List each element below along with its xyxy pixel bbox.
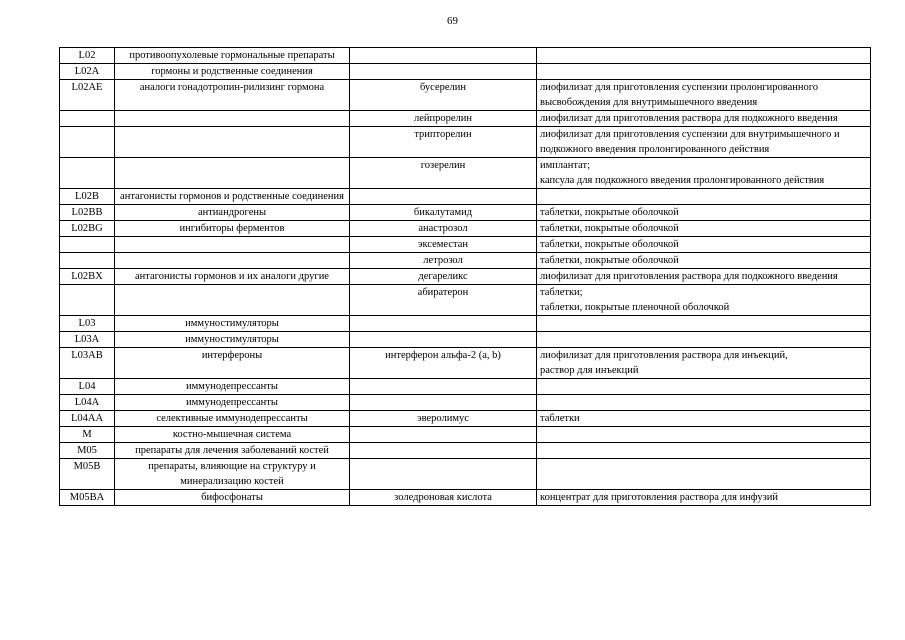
dosage-form-cell (537, 64, 871, 80)
dosage-form-cell: таблетки, покрытые оболочкой (537, 253, 871, 269)
atc-code-cell (60, 111, 115, 127)
drug-name-cell (350, 395, 537, 411)
atc-group-cell: бифосфонаты (115, 490, 350, 506)
atc-group-cell: антагонисты гормонов и родственные соединения (115, 189, 350, 205)
atc-code-cell: L04 (60, 379, 115, 395)
table-row (60, 443, 871, 459)
table-row (60, 189, 871, 205)
drug-name-cell: эверолимус (350, 411, 537, 427)
table-row (60, 111, 871, 127)
atc-code-cell: L03AB (60, 348, 115, 379)
atc-group-cell (115, 237, 350, 253)
drug-name-cell (350, 459, 537, 490)
atc-group-cell (115, 127, 350, 158)
drug-name-cell (350, 64, 537, 80)
atc-group-cell: аналоги гонадотропин-рилизинг гормона (115, 80, 350, 111)
drug-name-cell: трипторелин (350, 127, 537, 158)
drug-name-cell: дегареликс (350, 269, 537, 285)
table-row (60, 64, 871, 80)
dosage-form-cell (537, 332, 871, 348)
atc-code-cell: L04AA (60, 411, 115, 427)
table-row (60, 205, 871, 221)
atc-group-cell (115, 253, 350, 269)
atc-group-cell: костно-мышечная система (115, 427, 350, 443)
atc-code-cell (60, 253, 115, 269)
table-row (60, 269, 871, 285)
drug-name-cell: бусерелин (350, 80, 537, 111)
table-row (60, 459, 871, 490)
dosage-form-cell (537, 459, 871, 490)
dosage-form-cell: имплантат; капсула для подкожного введения пролонгированного действия (537, 158, 871, 189)
atc-code-cell: L02BX (60, 269, 115, 285)
dosage-form-cell (537, 48, 871, 64)
drug-name-cell (350, 379, 537, 395)
table-row (60, 80, 871, 111)
table-body (60, 48, 871, 506)
dosage-form-cell: лиофилизат для приготовления суспензии для внутримышечного и подкожного введения пролонгированного действия (537, 127, 871, 158)
drug-name-cell: интерферон альфа-2 (a, b) (350, 348, 537, 379)
dosage-form-cell (537, 395, 871, 411)
atc-group-cell: гормоны и родственные соединения (115, 64, 350, 80)
atc-group-cell: иммунодепрессанты (115, 379, 350, 395)
drug-name-cell: бикалутамид (350, 205, 537, 221)
page-number: 69 (447, 15, 458, 27)
atc-group-cell: иммуностимуляторы (115, 316, 350, 332)
dosage-form-cell (537, 379, 871, 395)
dosage-form-cell: таблетки, покрытые оболочкой (537, 221, 871, 237)
table-row (60, 348, 871, 379)
atc-group-cell: антиандрогены (115, 205, 350, 221)
table-row (60, 395, 871, 411)
dosage-form-cell (537, 316, 871, 332)
table-row (60, 253, 871, 269)
dosage-form-cell: лиофилизат для приготовления раствора для подкожного введения (537, 111, 871, 127)
table-row (60, 48, 871, 64)
drug-name-cell (350, 316, 537, 332)
atc-code-cell (60, 285, 115, 316)
table-row (60, 237, 871, 253)
dosage-form-cell (537, 427, 871, 443)
table-row (60, 127, 871, 158)
atc-code-cell: M05 (60, 443, 115, 459)
drug-name-cell (350, 427, 537, 443)
atc-group-cell (115, 285, 350, 316)
table-row (60, 285, 871, 316)
atc-code-cell: L02A (60, 64, 115, 80)
atc-code-cell: L03 (60, 316, 115, 332)
atc-group-cell: интерфероны (115, 348, 350, 379)
dosage-form-cell (537, 189, 871, 205)
atc-code-cell: L02AE (60, 80, 115, 111)
atc-code-cell: L04A (60, 395, 115, 411)
dosage-form-cell: лиофилизат для приготовления раствора для инъекций, раствор для инъекций (537, 348, 871, 379)
table-row (60, 221, 871, 237)
atc-group-cell: противоопухолевые гормональные препараты (115, 48, 350, 64)
drug-name-cell: анастрозол (350, 221, 537, 237)
dosage-form-cell: лиофилизат для приготовления раствора для подкожного введения (537, 269, 871, 285)
dosage-form-cell: лиофилизат для приготовления суспензии пролонгированного высвобождения для внутримышечного введения (537, 80, 871, 111)
dosage-form-cell: таблетки (537, 411, 871, 427)
atc-code-cell (60, 158, 115, 189)
drug-name-cell (350, 332, 537, 348)
drug-name-cell (350, 189, 537, 205)
drug-name-cell: летрозол (350, 253, 537, 269)
dosage-form-cell: таблетки, покрытые оболочкой (537, 205, 871, 221)
atc-code-cell: L03A (60, 332, 115, 348)
drug-table (59, 47, 871, 506)
atc-code-cell: L02B (60, 189, 115, 205)
atc-code-cell (60, 127, 115, 158)
table-row (60, 490, 871, 506)
table-row (60, 316, 871, 332)
atc-code-cell: M (60, 427, 115, 443)
drug-name-cell (350, 48, 537, 64)
drug-name-cell: лейпрорелин (350, 111, 537, 127)
atc-group-cell: антагонисты гормонов и их аналоги другие (115, 269, 350, 285)
atc-group-cell (115, 158, 350, 189)
atc-code-cell: L02BG (60, 221, 115, 237)
atc-code-cell: L02BB (60, 205, 115, 221)
dosage-form-cell (537, 443, 871, 459)
atc-group-cell: иммунодепрессанты (115, 395, 350, 411)
drug-name-cell: золедроновая кислота (350, 490, 537, 506)
dosage-form-cell: таблетки; таблетки, покрытые пленочной оболочкой (537, 285, 871, 316)
table-row (60, 379, 871, 395)
table-row (60, 332, 871, 348)
atc-code-cell (60, 237, 115, 253)
drug-name-cell: гозерелин (350, 158, 537, 189)
atc-code-cell: M05B (60, 459, 115, 490)
atc-group-cell (115, 111, 350, 127)
atc-group-cell: селективные иммунодепрессанты (115, 411, 350, 427)
table-row (60, 427, 871, 443)
atc-group-cell: препараты, влияющие на структуру и минерализацию костей (115, 459, 350, 490)
atc-code-cell: M05BA (60, 490, 115, 506)
atc-group-cell: препараты для лечения заболеваний костей (115, 443, 350, 459)
table-row (60, 158, 871, 189)
atc-group-cell: ингибиторы ферментов (115, 221, 350, 237)
dosage-form-cell: концентрат для приготовления раствора для инфузий (537, 490, 871, 506)
table-row (60, 411, 871, 427)
dosage-form-cell: таблетки, покрытые оболочкой (537, 237, 871, 253)
atc-group-cell: иммуностимуляторы (115, 332, 350, 348)
drug-name-cell: абиратерон (350, 285, 537, 316)
drug-name-cell (350, 443, 537, 459)
atc-code-cell: L02 (60, 48, 115, 64)
drug-name-cell: эксеместан (350, 237, 537, 253)
